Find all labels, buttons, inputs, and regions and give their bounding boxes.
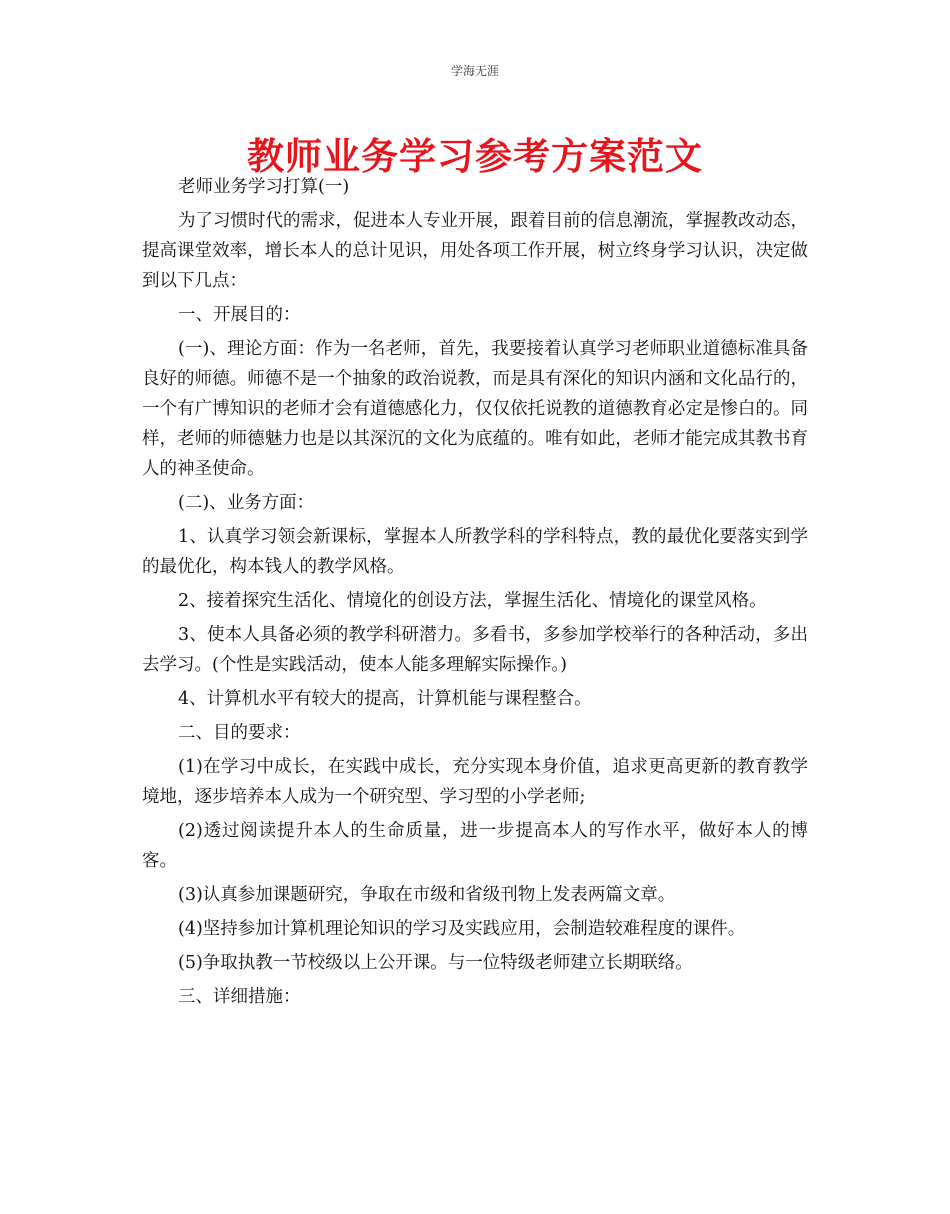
section-heading-goals: 一、开展目的： [178,305,301,325]
page-header: 学海无涯 [450,64,499,78]
requirement-item-3: (3)认真参加课题研究，争取在市级和省级刊物上发表两篇文章。 [178,885,676,905]
list-item-4: 4、计算机水平有较大的提高，计算机能与课程整合。 [178,689,592,709]
section-heading-measures: 三、详细措施： [178,987,301,1007]
requirement-item-1: (1)在学习中成长，在实践中成长，充分实现本身价值，追求更高更新的教育教学境地，逐步培养本人成为一个研究型、学习型的小学老师; [142,757,808,807]
list-item-2: 2、接着探究生活化、情境化的创设方法，掌握生活化、情境化的课堂风格。 [178,591,767,611]
document-body [142,172,808,1016]
document-title: 教师业务学习参考方案范文 [247,135,703,178]
theory-paragraph: (一)、理论方面：作为一名老师，首先，我要接着认真学习老师职业道德标准具备良好的师德。师德不是一个抽象的政治说教，而是具有深化的知识内涵和文化品行的，一个有广博知识的老师才会有道德感化力，仅仅依托说教的道德教育必定是惨白的。同样，老师的师德魅力也是以其深沉的文化为底蕴的。唯有如此，老师才能完成其教书育人的神圣使命。 [142,339,808,479]
business-heading: (二)、业务方面： [178,493,315,513]
list-item-1: 1、认真学习领会新课标，掌握本人所教学科的学科特点，教的最优化要落实到学的最优化，构本钱人的教学风格。 [142,527,808,577]
requirement-item-5: (5)争取执教一节校级以上公开课。与一位特级老师建立长期联络。 [178,953,693,973]
intro-paragraph: 为了习惯时代的需求，促进本人专业开展，跟着目前的信息潮流，掌握教改动态，提高课堂效率，增长本人的总计见识，用处各项工作开展，树立终身学习认识，决定做到以下几点： [142,211,808,291]
subtitle-paragraph: 老师业务学习打算(一) [178,177,350,197]
section-heading-requirements: 二、目的要求： [178,723,301,743]
list-item-3: 3、使本人具备必须的教学科研潜力。多看书，多参加学校举行的各种活动，多出去学习。(个性是实践活动，使本人能多理解实际操作。) [142,625,808,675]
requirement-item-4: (4)坚持参加计算机理论知识的学习及实践应用，会制造较难程度的课件。 [178,919,746,939]
requirement-item-2: (2)透过阅读提升本人的生命质量，进一步提高本人的写作水平，做好本人的博客。 [142,821,808,871]
